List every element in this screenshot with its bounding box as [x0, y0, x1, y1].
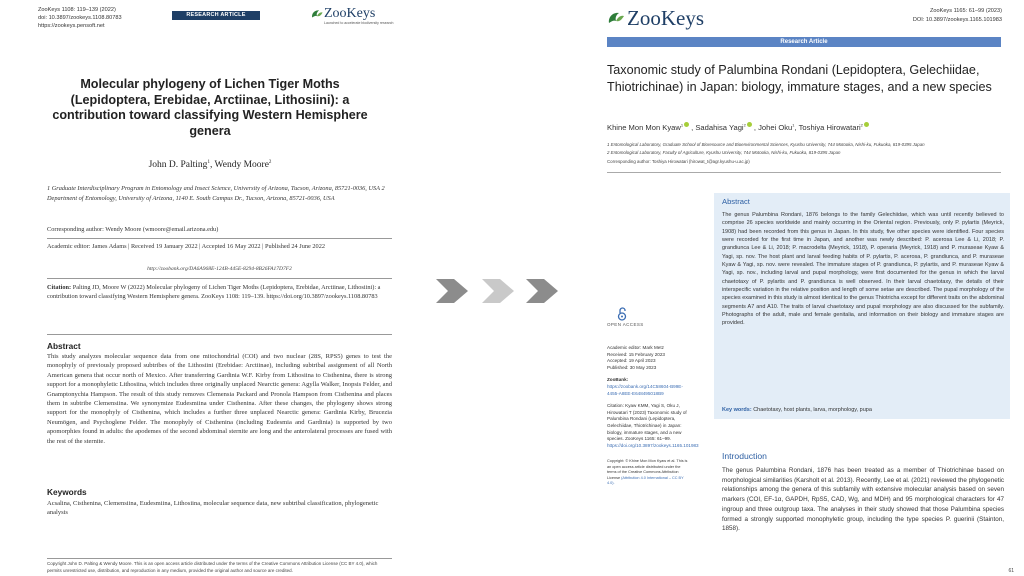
academic-editor: Academic editor: Mark Metz — [607, 345, 664, 350]
left-editor-dates: Academic editor: James Adams | Received 19 January 2022 | Accepted 16 May 2022 | Published 24 June 2022 — [47, 243, 325, 250]
right-author-4: Toshiya Hirowatari — [798, 123, 861, 132]
right-affiliation-1: 1 Entomological Laboratory, Graduate School of Bioresource and Bioenvironmental Sciences, Kyushu University, 744 Motooka, Nishi-ku, Fukuoka, 819-0395 Japan — [607, 142, 925, 147]
right-author-4-sup: 2 — [860, 122, 863, 128]
accepted-date: Accepted: 19 April 2023 — [607, 358, 656, 364]
right-citation-doi-link[interactable]: https://doi.org/10.3897/zookeys.1165.101983 — [607, 442, 699, 448]
introduction-heading: Introduction — [722, 451, 767, 461]
right-author-3-sup: 1 — [792, 122, 795, 128]
left-divider-4 — [47, 558, 392, 559]
left-author-2: Wendy Moore — [214, 160, 269, 171]
right-logo-name: ZooKeys — [627, 6, 704, 30]
left-divider-2 — [47, 278, 392, 279]
right-corresponding-author: Corresponding author: Toshiya Hirowatari (hirowat_t@agr.kyushu-u.ac.jp) — [607, 158, 750, 164]
left-research-article-badge: RESEARCH ARTICLE — [172, 11, 260, 20]
left-copyright: Copyright John D. Palting & Wendy Moore. This is an open access article distributed under the terms of the Creative Commons Attribution License (CC BY 4.0), which permits unrestricted use, distribution, and reproduction in any medium, provided the original author and source are credited. — [47, 561, 378, 573]
transition-arrows — [432, 272, 592, 310]
left-divider-3 — [47, 334, 392, 335]
right-author-3: Johei Oku — [758, 123, 793, 132]
right-journal-meta — [913, 7, 1002, 24]
received-date: Received: 15 February 2023 — [607, 351, 665, 357]
left-divider-1 — [47, 238, 392, 239]
left-affiliations: 1 Graduate Interdisciplinary Program in Entomology and Insect Science, University of Arizona, Tucson, Arizona, 85721-0036, USA 2 Department of Entomology, University of Arizona, 1140 E. South Campus Dr., Tucson, Arizona, 85721-0036, USA — [47, 185, 385, 202]
zoobank-link[interactable]: https://zoobank.org/14C58604-B99E-4455-A8EE-E648495018B9 — [607, 383, 683, 396]
page-number: 61 — [1008, 568, 1014, 574]
right-affiliation-2: 2 Entomological Laboratory, Faculty of Agriculture, Kyushu University, 744 Motooka, Nishi-ku, Fukuoka, 819-0395 Japan — [607, 150, 841, 156]
right-sidebar-info — [607, 345, 699, 493]
zoobank-label: ZooBank: — [607, 377, 629, 383]
right-paper-title: Taxonomic study of Palumbina Rondani (Lepidoptera, Gelechiidae, Thiotrichinae) in Japan: biology, immature stages, and a new species — [607, 63, 992, 94]
left-citation — [47, 283, 392, 302]
right-research-article-banner: Research Article — [607, 37, 1001, 47]
orcid-icon[interactable] — [864, 122, 869, 127]
left-author-sep: , — [209, 160, 215, 171]
right-author-1-sup: 1 — [680, 122, 684, 128]
right-doi-line: DOI: 10.3897/zookeys.1165.101983 — [912, 16, 1002, 23]
left-url-line[interactable]: https://zookeys.pensoft.net — [38, 23, 105, 29]
zookeys-logo-icon — [310, 7, 324, 21]
zookeys-logo-icon — [606, 8, 626, 28]
left-journal-meta — [38, 6, 122, 30]
right-authors: Khine Mon Mon Kyaw$^1$ , Sadahisa Yagi$^2$ , Johei Oku$^1$, Toshiya Hirowatari$^2$ — [607, 122, 1001, 132]
arrow-right-icon — [482, 279, 514, 303]
right-journal-line: ZooKeys 1165: 61–99 (2023) — [929, 8, 1002, 14]
left-doi-line: doi: 10.3897/zookeys.1108.80783 — [38, 15, 122, 21]
open-access-label: OPEN ACCESS — [607, 322, 644, 327]
left-corresponding-author: Corresponding author: Wendy Moore (wmoore@email.arizona.edu) — [47, 226, 219, 233]
right-citation: Citation: Kyaw KMM, Yagi S, Oku J, Hirowatari T (2023) Taxonomic study of Palumbina Rondani (Lepidoptera, Gelechiidae, Thiotrichinae) in Japan: biology, immature stages, and a new species. ZooKeys 1165: 61–99. — [607, 403, 687, 442]
orcid-icon[interactable] — [747, 122, 752, 127]
right-zookeys-logo — [606, 5, 746, 31]
left-citation-label: Citation: — [47, 284, 72, 291]
right-author-2: Sadahisa Yagi — [695, 123, 744, 132]
orcid-icon[interactable] — [684, 122, 689, 127]
right-keywords-label: Key words: — [722, 407, 752, 413]
left-keywords-heading: Keywords — [47, 487, 87, 497]
left-abstract-text: This study analyzes molecular sequence data from one mitochondrial (COI) and two nuclear (28S, RPS5) genes to test the monophyly of previously proposed subtribes of the Lithosiini (Erebidae: Arctiinae), including subtribal assignment of all North American genera that occur north of Mexico. After transferring Gardinia W.F. Kirby from Lithosiina to Cisthenina, there is strong support for a monophyletic Lithosiina, which includes three originally unplaced Nearctic genera: Agylla Walker, Inopsis Felder, and Gnamptonychia Hampson. The result of this study removes Clemensia Packard and Pronola Hampson from Cisthenina and places them in subtribe Clemensiina. We synonymize Eudesmiina under Cisthenina. After these changes, the phylogeny shows strong support for the monophyly of Cisthenina, which includes a further three unplaced Nearctic genera: Gardinia Kirby, Brucezia Neumögen, and Psychoglene Felder. The monophyly of Cisthenina (including Eudesmia and Gardinia) is supported by two apomorphies found in adults: the apodemes of the second abdominal sternite are long and the anterolateral processes are fused with the rest of the sternite. — [47, 353, 392, 445]
right-divider — [607, 172, 1001, 173]
introduction-text: The genus Palumbina Rondani, 1876 has been treated as a member of Thiotrichinae based on morphological similarities (Karsholt et al. 2013). Recently, Lee et al. (2021) reviewed the phylogenetic relationships among the genera of this subfamily with extensive molecular analysis based on seven markers (COI, EF-1α, GAPDH, RpS5, CAD, Wg, and MDH) and 95 morphological characters for 47 ingroup and three outgroup taxa. The analyses in their study showed that those Palumbina species formed a strongly supported monophyletic group, including the type species P. guerinii (Stainton, 1858). — [722, 467, 1004, 533]
left-citation-text: Palting JD, Moore W (2022) Molecular phylogeny of Lichen Tiger Moths (Lepidoptera, Erebidae, Arctiinae, Lithosiini): a contribution toward classifying Western Hemisphere genera. ZooKeys 1108: 119–139. https://doi.org/10.3897/zookeys.1108.80783 — [47, 284, 381, 301]
left-paper-page — [0, 0, 410, 576]
license-link[interactable]: (Attribution 4.0 International – CC BY 4.0). — [607, 475, 684, 486]
left-author-1: John D. Palting — [148, 160, 208, 171]
arrow-right-icon — [526, 279, 558, 303]
left-zookeys-logo — [310, 5, 396, 27]
right-author-1: Khine Mon Mon Kyaw — [607, 123, 681, 132]
left-abstract-heading: Abstract — [47, 341, 81, 351]
open-access-icon — [617, 307, 627, 321]
left-logo-tagline: Launched to accelerate biodiversity research — [324, 21, 394, 25]
published-date: Published: 30 May 2023 — [607, 364, 657, 370]
left-authors — [40, 160, 380, 170]
left-logo-name: ZooKeys — [324, 6, 376, 21]
right-copyright: Copyright: © Khine Mon Mon Kyaw et al. This is an open access article distributed under the terms of the Creative Commons Attribution License — [607, 459, 688, 480]
right-keywords-text: Chaetotaxy, host plants, larva, morphology, pupa — [753, 407, 872, 413]
left-author-1-sup: 1 — [207, 160, 210, 165]
right-affiliations — [607, 141, 1001, 166]
right-paper-page — [588, 0, 1024, 576]
arrow-right-icon — [436, 279, 468, 303]
right-keywords — [722, 407, 1004, 413]
right-abstract-text: The genus Palumbina Rondani, 1876 belongs to the family Gelechiidae, which was until recently believed to comprise 26 species worldwide and mainly occurring in the Oriental region. Previously, only P. pylartis (Meyrick, 1908) had been recorded from this genus in Japan. In this study, five other species were identified. Four species were recorded for the first time in Japan, and another was newly described: P. acerosa Lee & Li, 2018; P. grandiunca Lee & Li, 2018; P. macrodelta (Meyrick, 1918), P. operaria (Meyrick, 1918) and P. muraseae Kyaw & Yagi, sp. nov. The host plant and larval feeding habits of P. pylartis, P. acerosa, P. grandiunca, and P. muraseae Kyaw & Yagi, sp. nov. were revealed. The immature stages of P. grandiunca, P. pylartis, and P. muraseae Kyaw & Yagi, sp. nov., including larval and pupal morphology, were first documented for the genus in which the larval chaetotaxy of P. pylartis and P. grandiunca is well observed. In their larval chaetotaxy, the details of their interspecific variation in the relative position and length of some setae are described. The pupal morphology of the species examined in this study is almost identical to the genus Thiotricha except for different traits on the abdominal segments A7 and A10. The traits of larval chaetotaxy and pupal morphology are also discussed for the subfamily. Photographs of the adult, male and female genitalia, and information on their biology and immature stages are provided. — [722, 212, 1004, 327]
left-journal-line: ZooKeys 1108: 119–139 (2022) — [38, 7, 116, 13]
right-abstract-heading: Abstract — [722, 197, 750, 206]
left-paper-title: Molecular phylogeny of Lichen Tiger Moths (Lepidoptera, Erebidae, Arctiinae, Lithosiini): a contribution toward classifying Western Hemisphere genera — [52, 77, 368, 138]
left-zoobank-link[interactable]: http://zoobank.org/DA6A968E-124B-445E-8294-8B26FA17D7F2 — [147, 266, 292, 272]
right-open-access — [607, 307, 677, 331]
left-keywords-text: Acsalina, Cisthenina, Clemensiina, Eudesmiina, Lithosiina, molecular sequence data, new subtribal classification, phylogenetic analysis — [47, 500, 379, 517]
left-author-2-sup: 2 — [268, 160, 272, 165]
right-author-2-sup: 2 — [743, 122, 746, 128]
